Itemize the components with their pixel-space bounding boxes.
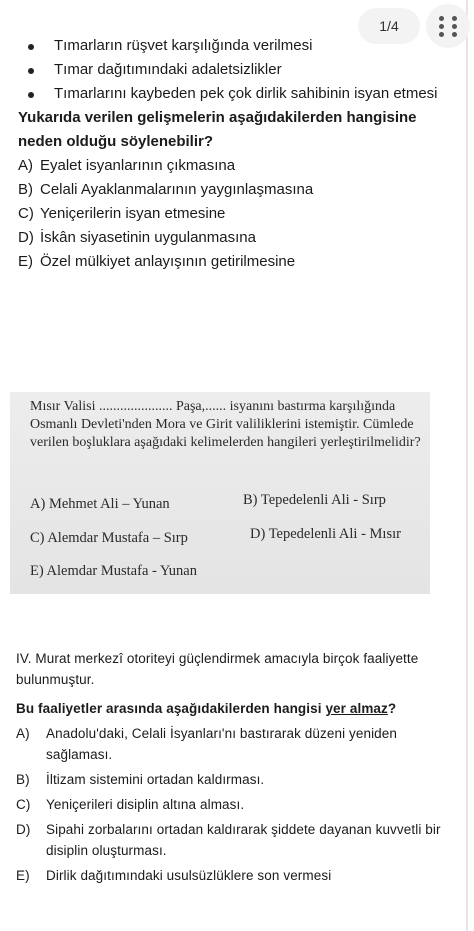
question-3 — [16, 648, 452, 886]
question-1 — [18, 34, 450, 274]
page-edge-divider — [466, 0, 468, 931]
answer-option-d[interactable]: D) Tepedelenli Ali - Mısır — [250, 526, 401, 542]
answer-option-a[interactable]: A) Anadolu'daki, Celali İsyanları'nı bastırarak düzeni yeniden sağlaması. — [16, 726, 398, 762]
answer-option-e[interactable]: E) Alemdar Mustafa - Yunan — [30, 563, 197, 579]
answer-option-a[interactable]: A) Eyalet isyanlarının çıkmasına — [18, 157, 236, 174]
bullet-item: Tımarların rüşvet karşılığında verilmesi — [18, 34, 450, 58]
answer-option-d[interactable]: D) İskân siyasetinin uygulanmasına — [18, 229, 256, 246]
answer-option-b[interactable]: B) İltizam sistemini ortadan kaldırması. — [16, 772, 265, 787]
question-stem: Yukarıda verilen gelişmelerin aşağıdakilerden hangisine neden olduğu söylenebilir? — [18, 109, 417, 150]
answer-option-e[interactable]: E) Dirlik dağıtımındaki usulsüzlüklere son vermesi — [16, 868, 332, 883]
bullet-item: Tımarlarını kaybeden pek çok dirlik sahibinin isyan etmesi — [18, 82, 450, 106]
bullet-item: Tımar dağıtımındaki adaletsizlikler — [18, 58, 450, 82]
answer-option-b[interactable]: B) Celali Ayaklanmalarının yaygınlaşmasına — [18, 181, 314, 198]
answer-option-c[interactable]: C) Yeniçerilerin isyan etmesine — [18, 205, 226, 222]
question-stem: Mısır Valisi ..................... Paşa,...... isyanını bastırma karşılığında Osmanlı Devleti'nden Mora ve Girit valiliklerini istemiştir. Cümlede verilen boşluklara aşağıdaki kelimelerden hangileri yerleştirilmelidir? — [30, 399, 421, 450]
answer-option-b[interactable]: B) Tepedelenli Ali - Sırp — [243, 492, 386, 508]
answer-option-e[interactable]: E) Özel mülkiyet anlayışının getirilmesine — [18, 253, 296, 270]
answer-option-d[interactable]: D) Sipahi zorbalarını ortadan kaldırarak şiddete dayanan kuvvetli bir disiplin oluşturması. — [16, 822, 441, 858]
answer-option-c[interactable]: C) Yeniçerileri disiplin altına alması. — [16, 797, 245, 812]
question-stem: Bu faaliyetler arasında aşağıdakilerden hangisi yer almaz? — [16, 701, 397, 716]
question-2-photo — [10, 392, 430, 594]
page-indicator: 1/4 — [358, 8, 420, 44]
question-intro: IV. Murat merkezî otoriteyi güçlendirmek amacıyla birçok faaliyette bulunmuştur. — [16, 651, 419, 687]
answer-option-c[interactable]: C) Alemdar Mustafa – Sırp — [30, 530, 188, 546]
answer-option-a[interactable]: A) Mehmet Ali – Yunan — [30, 496, 170, 512]
